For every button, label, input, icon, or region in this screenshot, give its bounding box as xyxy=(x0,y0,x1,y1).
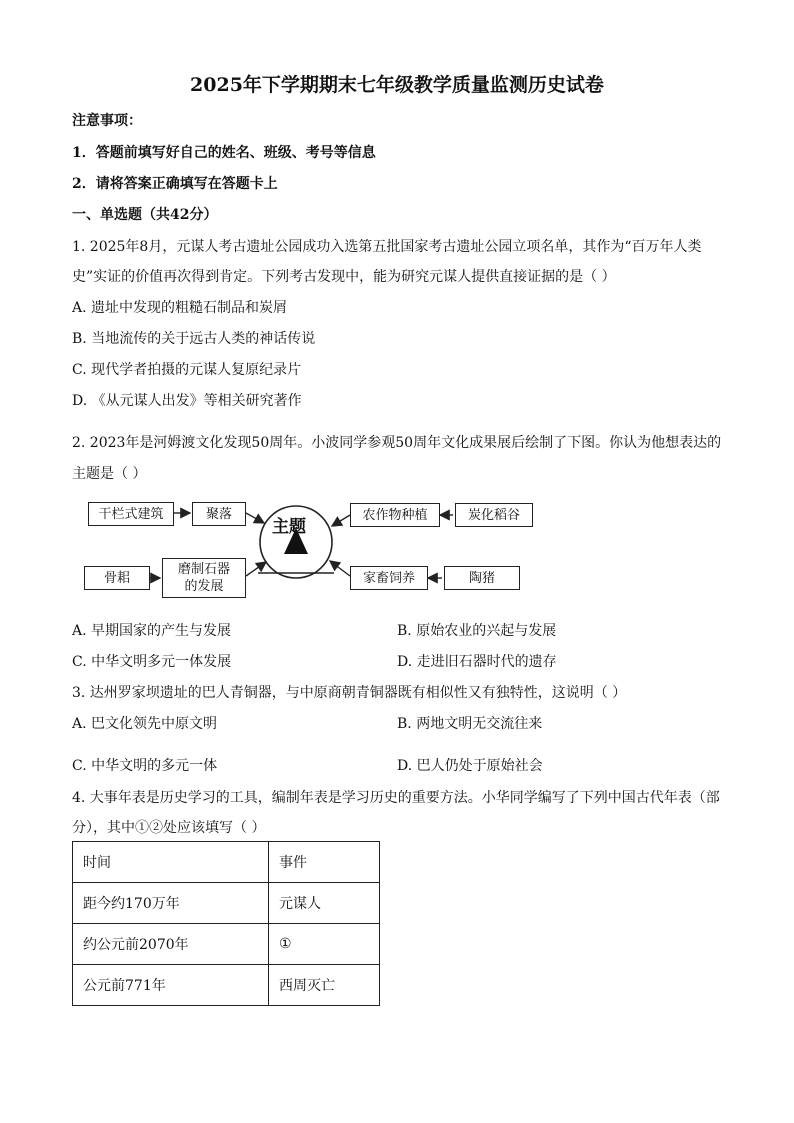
table-header-time: 时间 xyxy=(73,842,269,883)
notice-item-1: 1．答题前填写好自己的姓名、班级、考号等信息 xyxy=(72,145,376,161)
table-row xyxy=(73,842,380,883)
q1-option-d: D. 《从元谋人出发》等相关研究著作 xyxy=(72,393,302,409)
table-cell-event: ① xyxy=(269,924,380,965)
q4-timeline-table xyxy=(72,841,380,1006)
table-row xyxy=(73,924,380,965)
q1-option-a: A. 遗址中发现的粗糙石制品和炭屑 xyxy=(72,300,288,316)
q2-stem-line1: 2. 2023年是河姆渡文化发现50周年。小波同学参观50周年文化成果展后绘制了下图。你认为他想表达的 xyxy=(72,435,722,451)
q2-option-b: B. 原始农业的兴起与发展 xyxy=(397,623,557,639)
q3-option-b: B. 两地文明无交流往来 xyxy=(397,716,543,732)
q2-diagram-box-taozhu: 陶猪 xyxy=(444,566,520,590)
q3-stem: 3. 达州罗家坝遗址的巴人青铜器，与中原商朝青铜器既有相似性又有独特性，这说明（ ） xyxy=(72,685,627,701)
q2-diagram-box-jiachu: 家畜饲养 xyxy=(350,566,428,590)
notice-item-2: 2．请将答案正确填写在答题卡上 xyxy=(72,176,278,192)
q2-stem-line2: 主题是（ ） xyxy=(72,466,147,482)
q4-stem-line1: 4. 大事年表是历史学习的工具，编制年表是学习历史的重要方法。小华同学编写了下列中国古代年表（部 xyxy=(72,790,720,806)
q2-diagram-box-mozhishiqi-line1: 磨制石器 xyxy=(177,562,230,577)
table-header-event: 事件 xyxy=(269,842,380,883)
q3-option-a: A. 巴文化领先中原文明 xyxy=(72,716,218,732)
q1-stem-line1: 1. 2025年8月，元谋人考古遗址公园成功入选第五批国家考古遗址公园立项名单，其作为“百万年人类 xyxy=(72,239,702,255)
q3-option-d: D. 巴人仍处于原始社会 xyxy=(397,758,543,774)
q2-diagram-box-tanhuadaogu: 炭化稻谷 xyxy=(455,503,533,527)
q1-option-b: B. 当地流传的关于远古人类的神话传说 xyxy=(72,331,316,347)
table-cell-event: 西周灭亡 xyxy=(269,965,380,1006)
q2-diagram-box-ganlan: 干栏式建筑 xyxy=(88,502,174,526)
table-cell-event: 元谋人 xyxy=(269,883,380,924)
q2-diagram-center-label: 主题 xyxy=(272,517,306,537)
section-heading: 一、单选题（共42分） xyxy=(72,207,218,223)
table-row xyxy=(73,965,380,1006)
table-cell-time: 约公元前2070年 xyxy=(73,924,269,965)
q2-diagram-box-juluo: 聚落 xyxy=(192,502,246,526)
table-row xyxy=(73,883,380,924)
q3-option-c: C. 中华文明的多元一体 xyxy=(72,758,218,774)
q2-diagram-box-nongzuowu: 农作物种植 xyxy=(350,503,440,527)
table-cell-time: 公元前771年 xyxy=(73,965,269,1006)
notice-heading: 注意事项： xyxy=(72,113,142,129)
q2-option-d: D. 走进旧石器时代的遗存 xyxy=(397,654,557,670)
page-title: 2025年下学期期末七年级教学质量监测历史试卷 xyxy=(190,74,604,96)
q4-stem-line2: 分），其中①②处应该填写（ ） xyxy=(72,820,266,836)
q1-option-c: C. 现代学者拍摄的元谋人复原纪录片 xyxy=(72,362,302,378)
q2-diagram-box-gusi: 骨耜 xyxy=(84,566,150,590)
q2-option-a: A. 早期国家的产生与发展 xyxy=(72,623,232,639)
q2-option-c: C. 中华文明多元一体发展 xyxy=(72,654,232,670)
q2-diagram-box-mozhishiqi-line2: 的发展 xyxy=(184,579,224,594)
table-cell-time: 距今约170万年 xyxy=(73,883,269,924)
q2-diagram-box-mozhishiqi xyxy=(162,558,246,598)
q1-stem-line2: 史”实证的价值再次得到肯定。下列考古发现中，能为研究元谋人提供直接证据的是（ ） xyxy=(72,269,616,285)
